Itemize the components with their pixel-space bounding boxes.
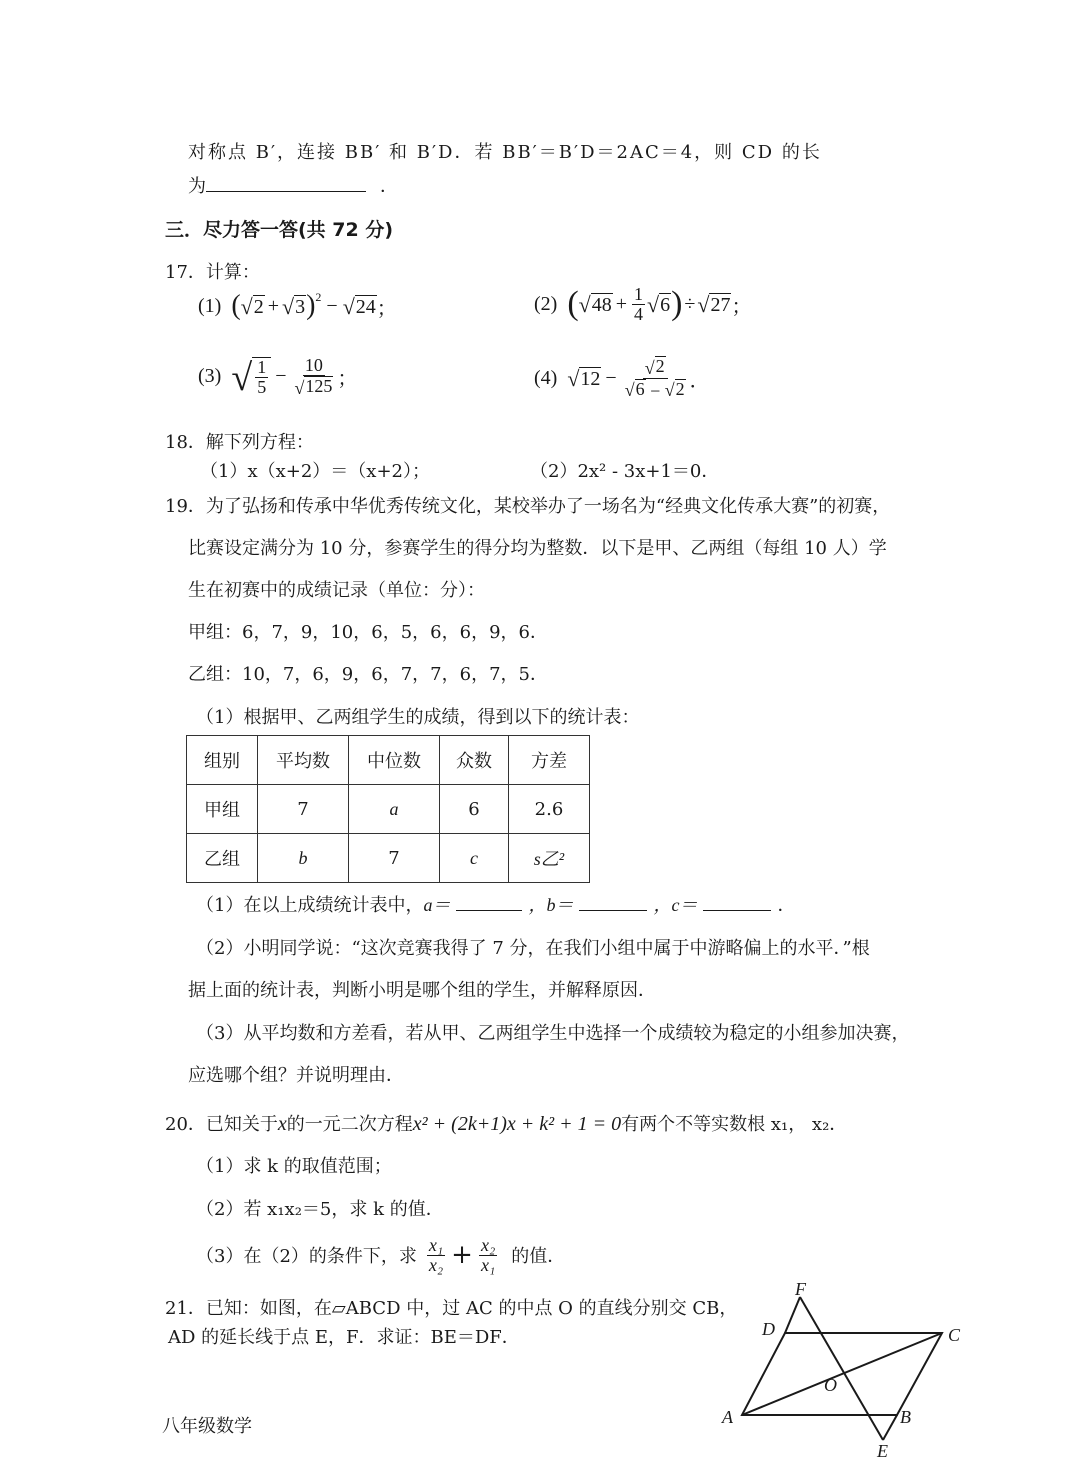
q17-label: 17．计算： xyxy=(165,262,260,283)
q20-equation: x² + (2k+1)x + k² + 1 = 0 xyxy=(412,1113,622,1135)
q19-line1: 19．为了弘扬和传承中华优秀传统文化，某校举办了一场名为“经典文化传承大赛”的初赛， xyxy=(165,496,891,517)
plus-sign: + xyxy=(451,1240,473,1271)
fraction-x2-over-x1: $\frac{\text{x₂}}{\text{x₁}}$ xyxy=(480,1235,496,1275)
q19-sub1-prefix: （1）在以上成绩统计表中， xyxy=(196,895,424,916)
label-o: O xyxy=(824,1375,837,1395)
table-header-row xyxy=(187,736,590,785)
q17-p3-num: (3) xyxy=(198,365,222,388)
diagonal-ac xyxy=(742,1333,942,1415)
q19-group-b-scores: 乙组：10，7，6，9，6，7，7，6，7，5． xyxy=(188,664,548,685)
q16-tail-suffix: ． xyxy=(380,176,398,197)
q20-sub3-suffix: 的值． xyxy=(511,1246,566,1268)
q19-group-a-scores: 甲组：6，7，9，10，6，5，6，6，9，6． xyxy=(188,622,548,643)
parallelogram-figure xyxy=(700,1275,1000,1465)
q20-sub1: （1）求 k 的取值范围； xyxy=(196,1156,392,1177)
label-c: C xyxy=(948,1325,961,1345)
table-cell: 2.6 xyxy=(509,785,590,834)
q19-sub1 xyxy=(196,891,795,917)
fraction-x1-over-x2: $\frac{\text{x₁}}{\text{x₂}}$ xyxy=(428,1235,444,1275)
table-cell: c xyxy=(440,834,509,883)
table-cell: a xyxy=(349,785,440,834)
q19-sub3-line1: （3）从平均数和方差看，若从甲、乙两组学生中选择一个成绩较为稳定的小组参加决赛， xyxy=(196,1023,910,1044)
table-cell: b xyxy=(258,834,349,883)
q19-table-intro: （1）根据甲、乙两组学生的成绩，得到以下的统计表： xyxy=(196,707,640,728)
section-heading: 三．尽力答一答(共 72 分) xyxy=(165,219,394,241)
answer-blank-cd[interactable] xyxy=(206,191,366,192)
q20-suffix: 有两个不等实数根 x₁， x₂． xyxy=(621,1114,848,1135)
footer-subject: 八年级数学 xyxy=(162,1416,252,1437)
table-header-cell: 众数 xyxy=(440,736,509,785)
q16-tail-line2 xyxy=(188,172,398,198)
q16-tail-line1: 对称点 B′，连接 BB′ 和 B′D．若 BB′＝B′D＝2AC＝4，则 CD 的长 xyxy=(188,142,822,163)
label-b: B xyxy=(900,1407,911,1427)
extension-ad xyxy=(785,1297,800,1333)
q19-line2: 比赛设定满分为 10 分，参赛学生的得分均为整数．以下是甲、乙两组（每组 10 人）学 xyxy=(188,538,887,559)
table-header-cell: 平均数 xyxy=(258,736,349,785)
q18-part2: （2）2x² - 3x+1＝0． xyxy=(530,461,720,482)
q20-sub3 xyxy=(196,1236,565,1275)
q17-part4: (4) √ 12 − √ 2 √ 6 − √ 2 ． xyxy=(534,356,710,401)
table-cell: 6 xyxy=(440,785,509,834)
q19-sub1-c: ，c＝ xyxy=(653,895,698,915)
q16-tail-prefix: 为 xyxy=(188,176,206,197)
q20-var: x xyxy=(277,1113,287,1135)
q18-label: 18．解下列方程： xyxy=(165,432,314,453)
q20-sub2: （2）若 x₁x₂＝5，求 k 的值． xyxy=(196,1199,444,1220)
table-cell: s乙² xyxy=(509,834,590,883)
q17-p2-num: (2) xyxy=(534,292,558,315)
table-cell: 7 xyxy=(258,785,349,834)
q21-line2: AD 的延长线于点 E，F．求证：BE＝DF． xyxy=(168,1327,520,1348)
q20-line1 xyxy=(165,1110,847,1136)
q19-sub2-line2: 据上面的统计表，判断小明是哪个组的学生，并解释原因． xyxy=(188,980,656,1001)
q19-sub3-line2: 应选哪个组？并说明理由． xyxy=(188,1065,404,1086)
answer-blank-b[interactable] xyxy=(579,910,647,911)
table-header-cell: 中位数 xyxy=(349,736,440,785)
table-cell: 甲组 xyxy=(187,785,258,834)
table-cell: 7 xyxy=(349,834,440,883)
q19-line3: 生在初赛中的成绩记录（单位：分）： xyxy=(188,580,485,601)
q17-part3: (3) √ $\frac{1}{5}$ − 10 √ 125 ； xyxy=(198,355,358,399)
line-fe xyxy=(800,1297,883,1440)
q17-part2: (2) ( √ 48 + $\frac{1}{4}$ √ 6 ) ÷ √ 27 ； xyxy=(534,284,752,324)
q21-line1: 21．已知：如图，在▱ABCD 中，过 AC 的中点 O 的直线分别交 CB， xyxy=(165,1298,738,1319)
q17-part1: (1) ( √ 2 + √ 3 ) $^2$ − √ 24 ； xyxy=(198,290,397,321)
label-f: F xyxy=(795,1279,806,1299)
table-row xyxy=(187,834,590,883)
table-header-cell: 方差 xyxy=(509,736,590,785)
q18-part1: （1）x（x+2）＝（x+2）； xyxy=(200,461,430,482)
table-cell: 乙组 xyxy=(187,834,258,883)
q19-sub1-a: a＝ xyxy=(423,895,451,915)
answer-blank-c[interactable] xyxy=(703,910,771,911)
answer-blank-a[interactable] xyxy=(456,910,522,911)
q19-sub1-end: ． xyxy=(777,895,796,916)
q19-sub1-b: ，b＝ xyxy=(528,895,574,915)
extension-cb xyxy=(883,1415,897,1440)
label-e: E xyxy=(877,1441,888,1461)
table-header-cell: 组别 xyxy=(187,736,258,785)
label-a: A xyxy=(722,1407,733,1427)
table-row xyxy=(187,785,590,834)
q19-sub2-line1: （2）小明同学说：“这次竞赛我得了 7 分，在我们小组中属于中游略偏上的水平．”根 xyxy=(196,938,870,959)
q20-mid: 的一元二次方程 xyxy=(286,1114,413,1135)
q20-sub3-prefix: （3）在（2）的条件下，求 xyxy=(196,1246,417,1268)
label-d: D xyxy=(762,1319,775,1339)
q17-p4-num: (4) xyxy=(534,366,558,389)
q20-prefix: 20．已知关于 xyxy=(165,1114,278,1135)
q17-p1-num: (1) xyxy=(198,294,222,317)
stats-table xyxy=(186,735,590,883)
